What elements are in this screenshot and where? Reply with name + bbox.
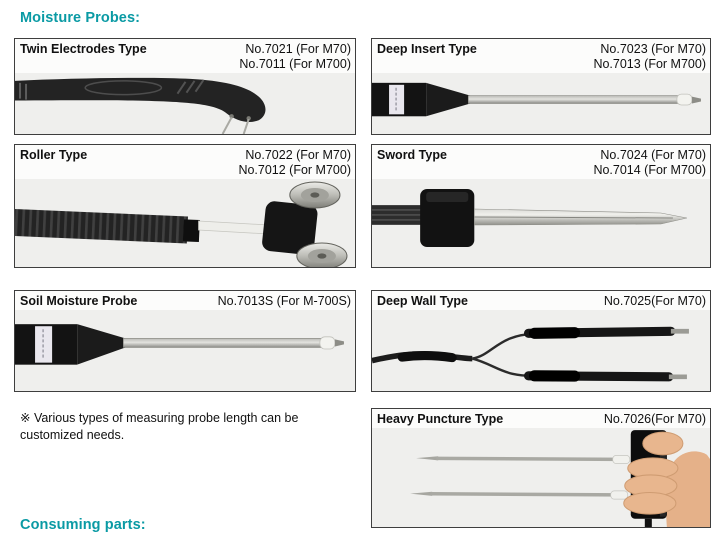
sword-probe-photo [372,179,710,267]
model-number: No.7013 (For M700) [593,57,706,72]
model-number: No.7013S (For M-700S) [218,294,351,309]
twin-electrodes-probe-photo [15,73,355,134]
consuming-parts-heading: Consuming parts: [20,517,146,533]
product-model-numbers [238,148,351,178]
model-number: No.7012 (For M700) [238,163,351,178]
customization-note: ※ Various types of measuring probe length can be customized needs. [20,410,346,444]
model-number: No.7025(For M70) [604,294,706,309]
product-model-numbers [239,42,351,72]
model-number: No.7026(For M70) [604,412,706,427]
product-photo [15,73,355,134]
product-model-numbers [593,148,706,178]
model-number: No.7011 (For M700) [239,57,351,72]
card-head [372,145,710,179]
product-photo [15,179,355,267]
model-number: No.7014 (For M700) [593,163,706,178]
soil-moisture-probe-photo [15,310,355,391]
product-card-deep-insert [371,38,711,135]
product-card-soil-moisture [14,290,356,392]
product-model-numbers [604,412,706,427]
roller-probe-photo [15,179,355,267]
product-card-roller [14,144,356,268]
product-card-heavy-puncture [371,408,711,528]
card-head [15,39,355,73]
product-card-twin-electrodes [14,38,356,135]
moisture-probes-heading: Moisture Probes: [20,10,140,26]
card-head [372,39,710,73]
product-title: Deep Wall Type [377,294,468,308]
product-title: Sword Type [377,148,447,162]
product-photo [372,73,710,134]
product-photo [372,310,710,391]
product-title: Twin Electrodes Type [20,42,147,56]
card-head [15,145,355,179]
deep-insert-probe-photo [372,73,710,134]
product-title: Deep Insert Type [377,42,477,56]
product-model-numbers [604,294,706,309]
card-head [372,291,710,310]
card-head [15,291,355,310]
product-photo [15,310,355,391]
product-card-sword [371,144,711,268]
product-photo [372,179,710,267]
card-head [372,409,710,428]
model-number: No.7023 (For M70) [593,42,706,57]
product-title: Soil Moisture Probe [20,294,137,308]
model-number: No.7024 (For M70) [593,148,706,163]
product-title: Roller Type [20,148,87,162]
product-title: Heavy Puncture Type [377,412,503,426]
product-photo [372,428,710,527]
model-number: No.7022 (For M70) [238,148,351,163]
heavy-puncture-probe-photo [372,428,710,527]
product-card-deep-wall [371,290,711,392]
product-model-numbers [218,294,351,309]
product-model-numbers [593,42,706,72]
model-number: No.7021 (For M70) [239,42,351,57]
deep-wall-probe-photo [372,310,710,391]
